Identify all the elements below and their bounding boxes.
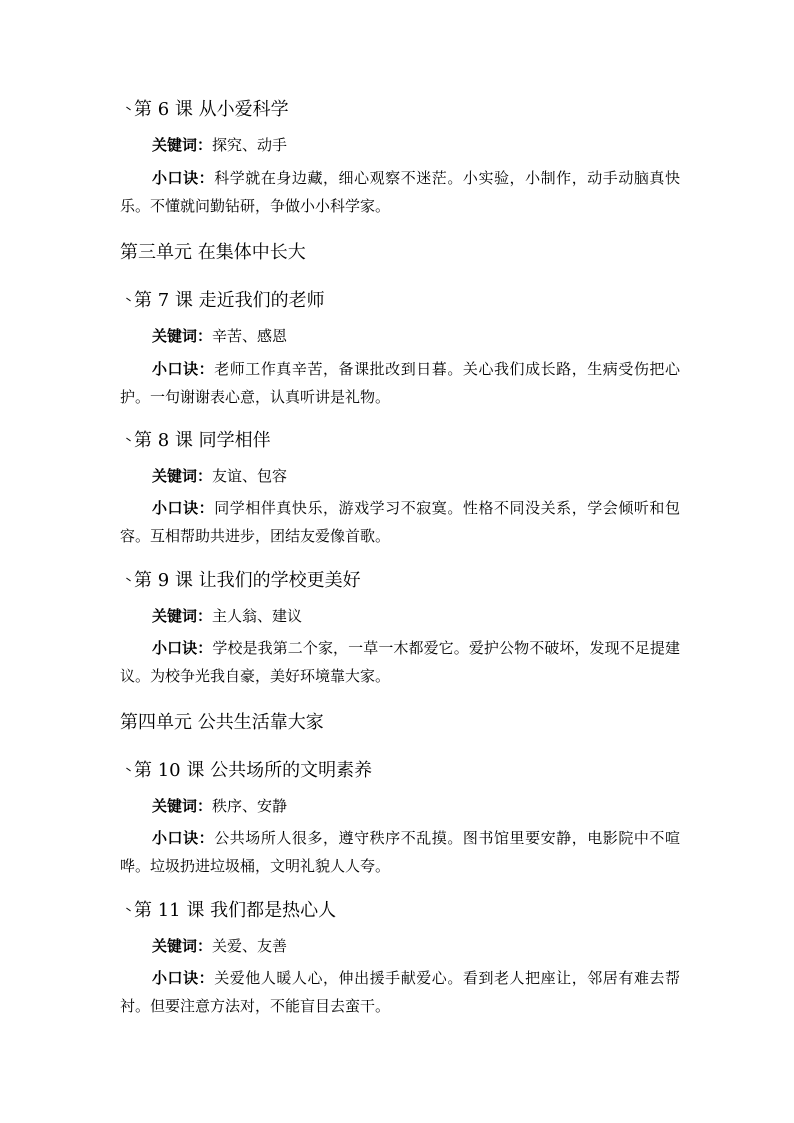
lesson-8-mnemonic (120, 494, 680, 550)
list-tick-mark (126, 298, 131, 302)
list-tick-mark (126, 578, 131, 582)
lesson-10-title: 第 10 课 公共场所的文明素养 (134, 759, 372, 783)
keywords-value: 主人翁、建议 (212, 607, 303, 625)
keywords-label: 关键词： (152, 467, 213, 485)
mnemonic-label: 小口诀： (152, 639, 213, 657)
mnemonic-label: 小口诀： (152, 829, 215, 847)
list-tick-mark (126, 768, 131, 772)
keywords-value: 辛苦、感恩 (212, 327, 288, 345)
keywords-label: 关键词： (152, 327, 213, 345)
mnemonic-label: 小口诀： (152, 360, 215, 378)
mnemonic-text: 同学相伴真快乐，游戏学习不寂寞。性格不同没关系，学会倾听和包容。互相帮助共进步，团结友爱像首歌。 (120, 499, 680, 545)
lesson-11-keywords (152, 936, 287, 956)
mnemonic-text: 老师工作真辛苦，备课批改到日暮。关心我们成长路，生病受伤把心护。一句谢谢表心意，认真听讲是礼物。 (120, 360, 680, 406)
lesson-8-title: 第 8 课 同学相伴 (134, 429, 271, 453)
mnemonic-text: 公共场所人很多，遵守秩序不乱摸。图书馆里要安静，电影院中不喧哗。垃圾扔进垃圾桶，文明礼貌人人夸。 (120, 829, 680, 875)
lesson-7-keywords (152, 326, 287, 346)
keywords-label: 关键词： (152, 797, 213, 815)
keywords-value: 关爱、友善 (212, 937, 288, 955)
keywords-label: 关键词： (152, 937, 213, 955)
mnemonic-label: 小口诀： (152, 499, 215, 517)
mnemonic-text: 学校是我第二个家，一草一木都爱它。爱护公物不破坏，发现不足提建议。为校争光我自豪，美好环境靠大家。 (120, 639, 680, 685)
lesson-6-mnemonic (120, 164, 680, 220)
mnemonic-label: 小口诀： (152, 969, 215, 987)
keywords-value: 探究、动手 (212, 136, 288, 154)
mnemonic-label: 小口诀： (152, 169, 215, 187)
keywords-value: 秩序、安静 (212, 797, 288, 815)
lesson-11-title: 第 11 课 我们都是热心人 (134, 899, 336, 923)
lesson-6-title: 第 6 课 从小爱科学 (134, 98, 289, 122)
lesson-9-mnemonic (120, 634, 680, 690)
unit-4-title: 第四单元 公共生活靠大家 (120, 712, 324, 733)
list-tick-mark (126, 908, 131, 912)
lesson-7-title: 第 7 课 走近我们的老师 (134, 289, 325, 313)
unit-3-title: 第三单元 在集体中长大 (120, 242, 306, 263)
lesson-6-keywords (152, 135, 287, 155)
lesson-8-keywords (152, 466, 287, 486)
lesson-9-keywords (152, 606, 302, 626)
keywords-label: 关键词： (152, 607, 213, 625)
lesson-10-keywords (152, 796, 287, 816)
lesson-11-mnemonic (120, 964, 680, 1020)
list-tick-mark (126, 107, 131, 111)
lesson-9-title: 第 9 课 让我们的学校更美好 (134, 569, 361, 593)
mnemonic-text: 关爱他人暖人心，伸出援手献爱心。看到老人把座让，邻居有难去帮衬。但要注意方法对，不能盲目去蛮干。 (120, 969, 680, 1015)
mnemonic-text: 科学就在身边藏，细心观察不迷茫。小实验，小制作，动手动脑真快乐。不懂就问勤钻研，争做小小科学家。 (120, 169, 680, 215)
list-tick-mark (126, 438, 131, 442)
keywords-label: 关键词： (152, 136, 213, 154)
keywords-value: 友谊、包容 (212, 467, 288, 485)
lesson-7-mnemonic (120, 355, 680, 411)
lesson-10-mnemonic (120, 824, 680, 880)
